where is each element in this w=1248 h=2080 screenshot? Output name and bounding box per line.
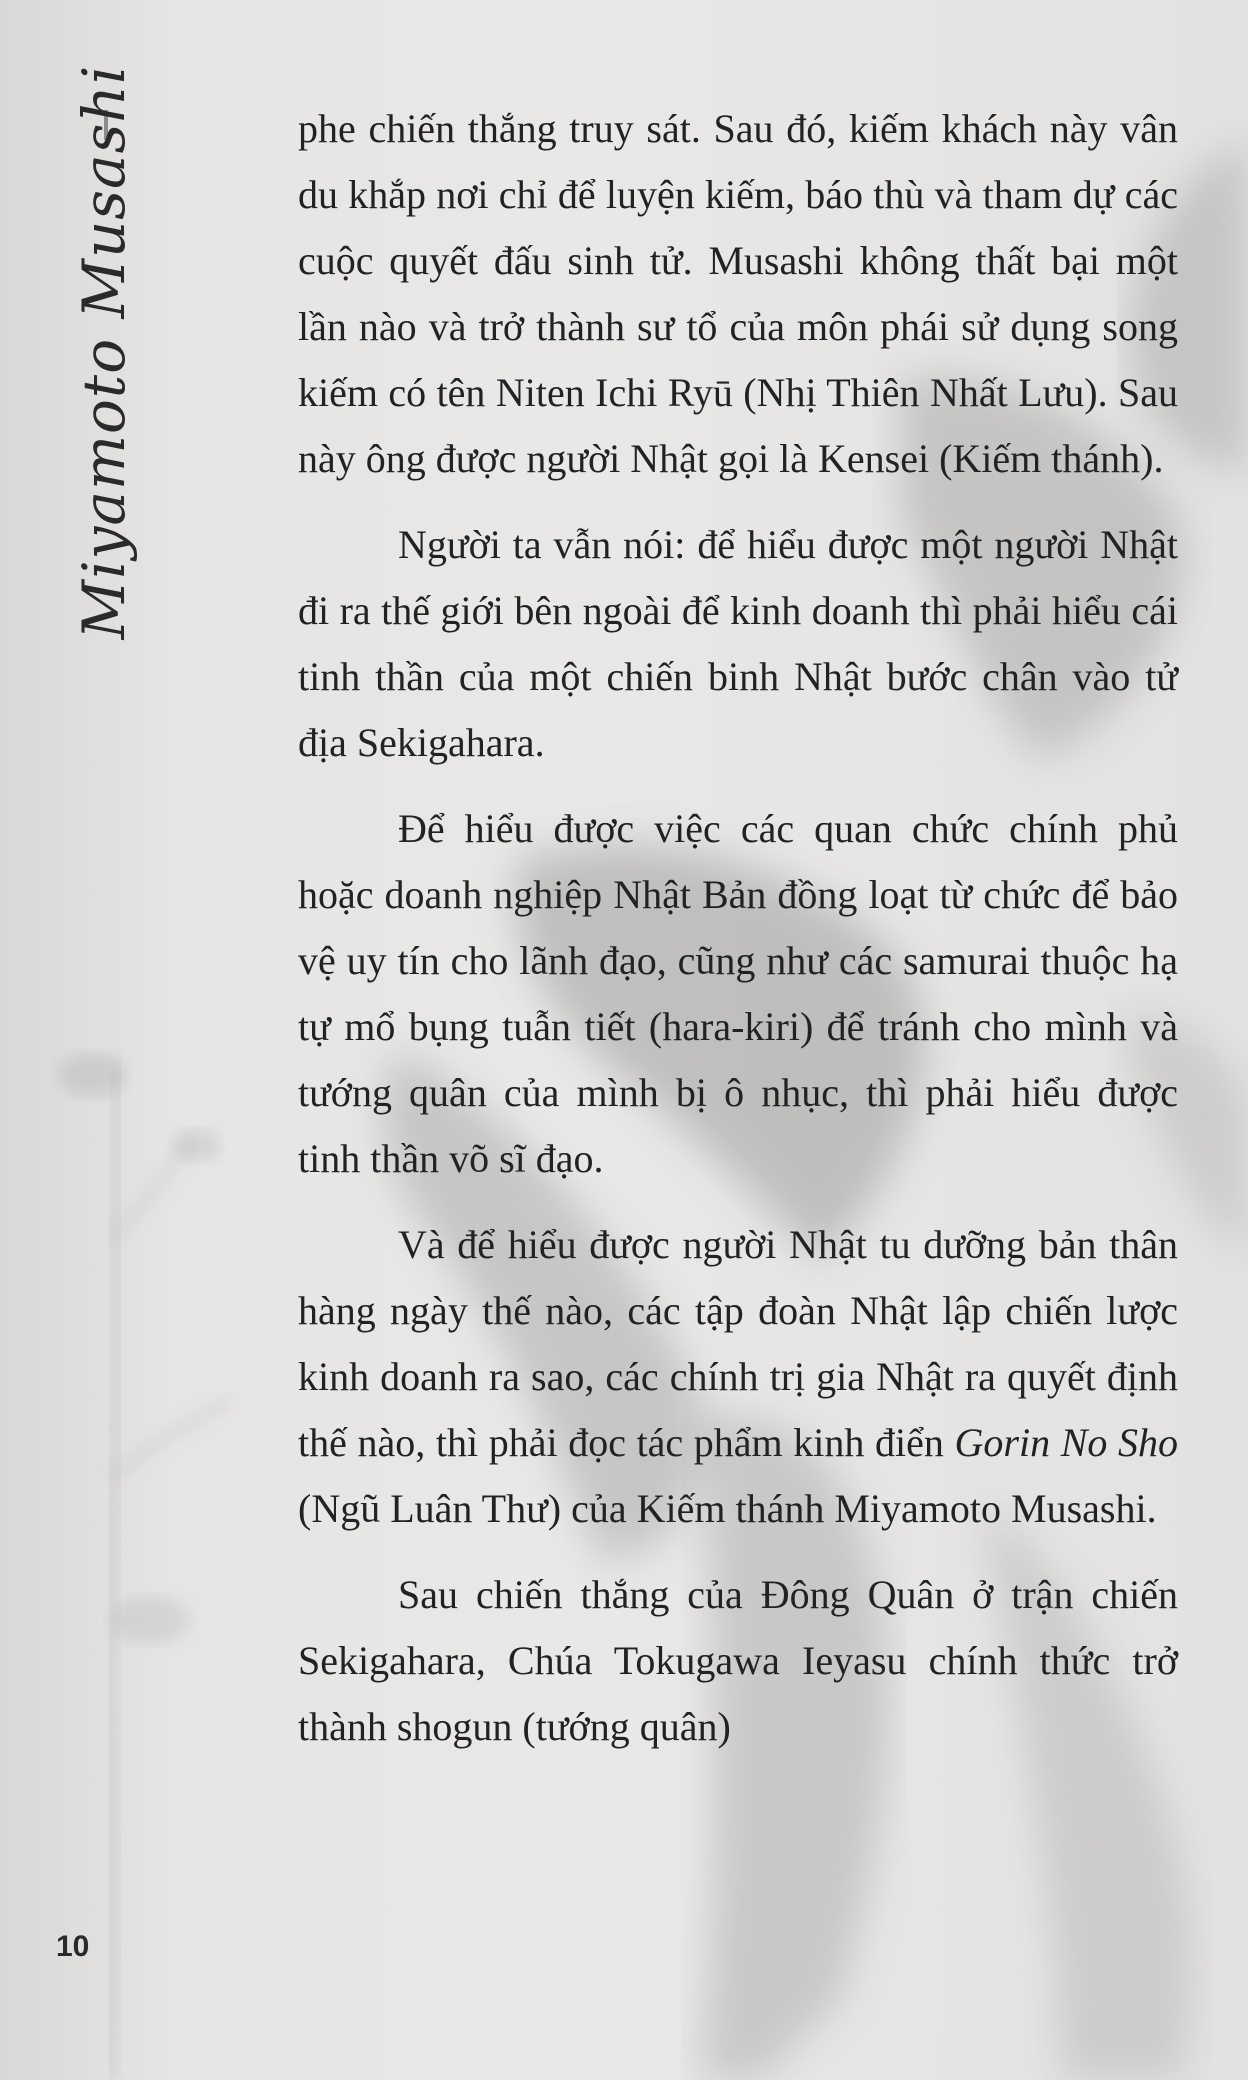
paragraph-4-text-end: (Ngũ Luân Thư) của Kiếm thánh Miyamoto Musashi. (298, 1486, 1157, 1531)
book-title-italic: Gorin No Sho (954, 1420, 1179, 1465)
paragraph-2: Người ta vẫn nói: để hiểu được một người Nhật đi ra thế giới bên ngoài để kinh doanh thì phải hiểu cái tinh thần của một chiến binh Nhật bước chân vào tử địa Sekigahara. (298, 522, 1178, 765)
body-text (298, 96, 1178, 1780)
paragraph-4-text-start: Và để hiểu được người Nhật tu dưỡng bản thân hàng ngày thế nào, các tập đoàn Nhật lập chiến lược kinh doanh ra sao, các chính trị gia Nhật ra quyết định thế nào, thì phải đọc tác phẩm kinh điển (298, 1222, 1178, 1465)
page-number: 10 (56, 1930, 90, 1963)
paragraph-1: phe chiến thắng truy sát. Sau đó, kiếm khách này vân du khắp nơi chỉ để luyện kiếm, báo thù và tham dự các cuộc quyết đấu sinh tử. Musashi không thất bại một lần nào và trở thành sư tổ của môn phái sử dụng song kiếm có tên Niten Ichi Ryū (Nhị Thiên Nhất Lưu). Sau này ông được người Nhật gọi là Kensei (Kiếm thánh). (298, 106, 1178, 481)
book-title-vertical: Miyamoto Musashi (70, 64, 138, 640)
paragraph-3: Để hiểu được việc các quan chức chính phủ hoặc doanh nghiệp Nhật Bản đồng loạt từ chức để bảo vệ uy tín cho lãnh đạo, cũng như các samurai thuộc hạ tự mổ bụng tuẫn tiết (hara-kiri) để tránh cho mình và tướng quân của mình bị ô nhục, thì phải hiểu được tinh thần võ sĩ đạo. (298, 806, 1178, 1181)
paragraph-5: Sau chiến thắng của Đông Quân ở trận chiến Sekigahara, Chúa Tokugawa Ieyasu chính thức trở thành shogun (tướng quân) (298, 1572, 1178, 1749)
paragraph-4 (298, 1212, 1178, 1542)
